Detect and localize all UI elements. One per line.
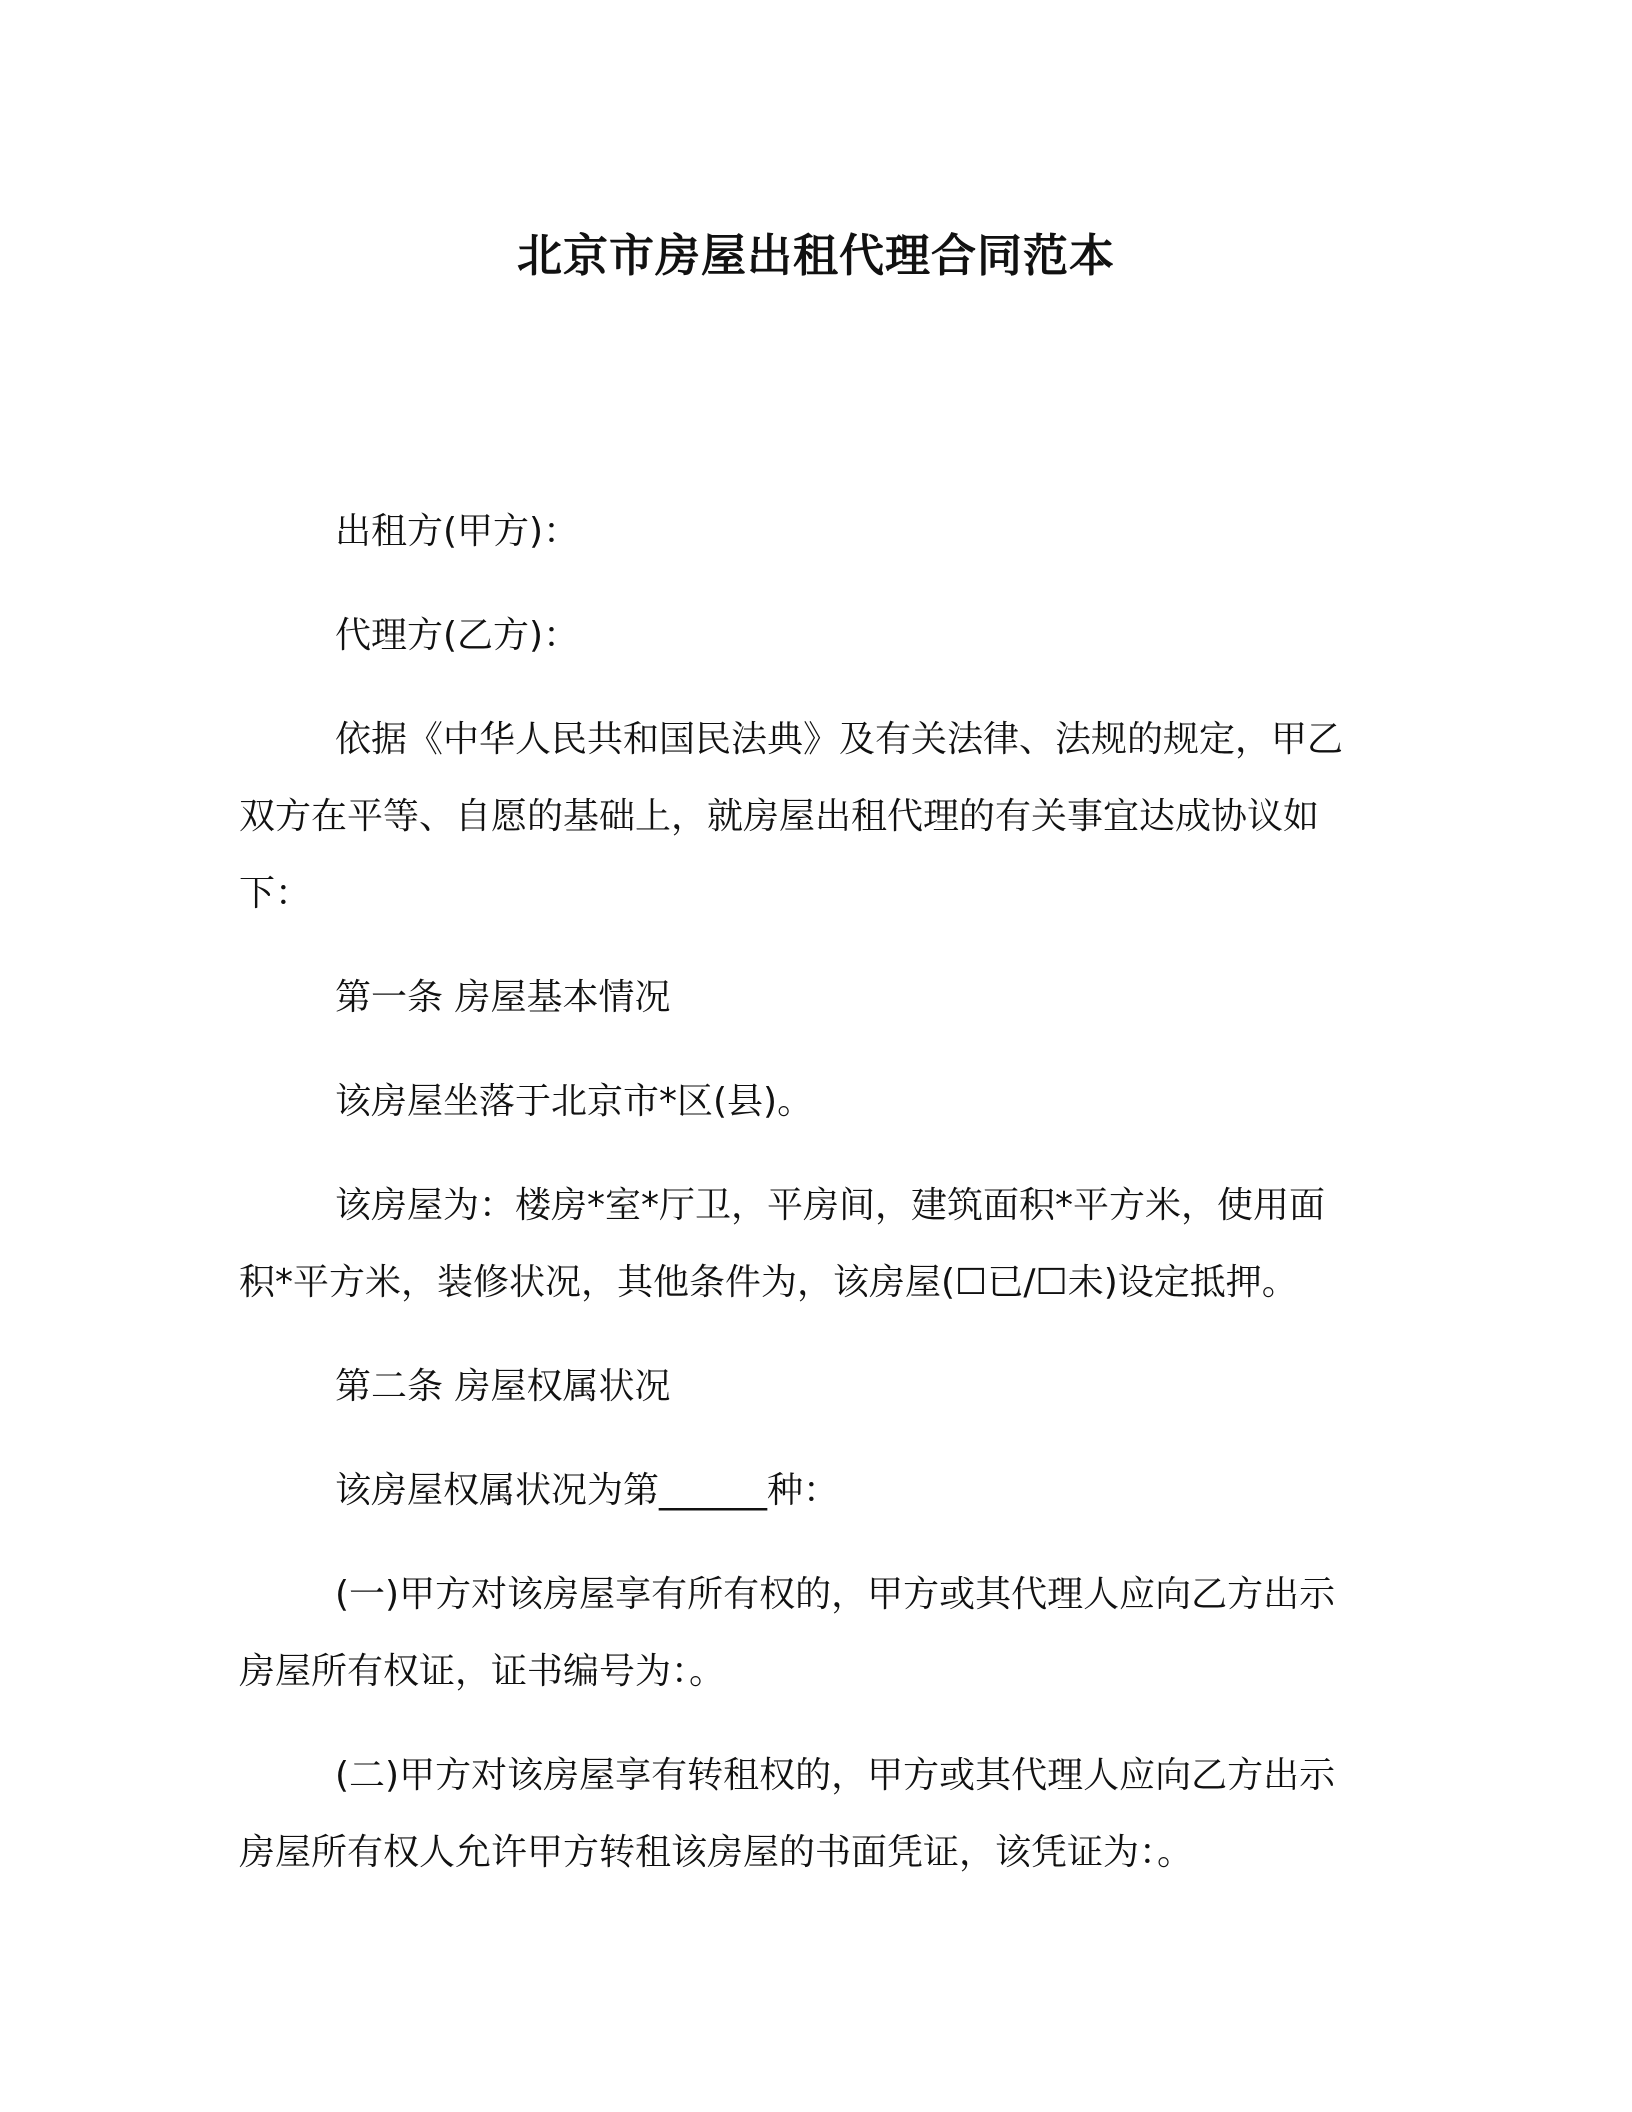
text-line: 该房屋权属状况为第______种：: [335, 1470, 840, 1511]
paragraph-lessor: [239, 493, 1379, 570]
paragraph-house-details: [239, 1167, 1379, 1321]
paragraph-ownership-type: [239, 1452, 1379, 1529]
paragraph-ownership-option-1: [239, 1556, 1379, 1710]
text-line: 下：: [239, 873, 312, 914]
text-line: 该房屋为：楼房*室*厅卫，平房间，建筑面积*平方米，使用面: [335, 1185, 1326, 1226]
paragraph-agent: [239, 597, 1379, 674]
text-line: 该房屋坐落于北京市*区(县)。: [335, 1081, 814, 1122]
text-line: (一)甲方对该房屋享有所有权的，甲方或其代理人应向乙方出示: [335, 1574, 1336, 1615]
document-title: 北京市房屋出租代理合同范本: [516, 229, 1115, 282]
paragraph-ownership-option-2: [239, 1737, 1379, 1891]
text-line: 代理方(乙方)：: [335, 615, 580, 656]
paragraph-location: [239, 1063, 1379, 1140]
text-line: (二)甲方对该房屋享有转租权的，甲方或其代理人应向乙方出示: [335, 1755, 1336, 1796]
article-1-heading: [239, 959, 1379, 1036]
text-line: 积*平方米，装修状况，其他条件为，该房屋(☐已/☐未)设定抵押。: [239, 1262, 1298, 1303]
document-body: [239, 493, 1379, 1918]
text-line: 第一条 房屋基本情况: [335, 977, 671, 1018]
text-line: 依据《中华人民共和国民法典》及有关法律、法规的规定，甲乙: [335, 719, 1344, 760]
article-2-heading: [239, 1348, 1379, 1425]
text-line: 第二条 房屋权属状况: [335, 1366, 671, 1407]
text-line: 房屋所有权证，证书编号为：。: [239, 1651, 726, 1692]
text-line: 双方在平等、自愿的基础上，就房屋出租代理的有关事宜达成协议如: [239, 796, 1320, 837]
text-line: 出租方(甲方)：: [335, 511, 580, 552]
paragraph-preamble: [239, 701, 1379, 932]
text-line: 房屋所有权人允许甲方转租该房屋的书面凭证，该凭证为：。: [239, 1832, 1194, 1873]
